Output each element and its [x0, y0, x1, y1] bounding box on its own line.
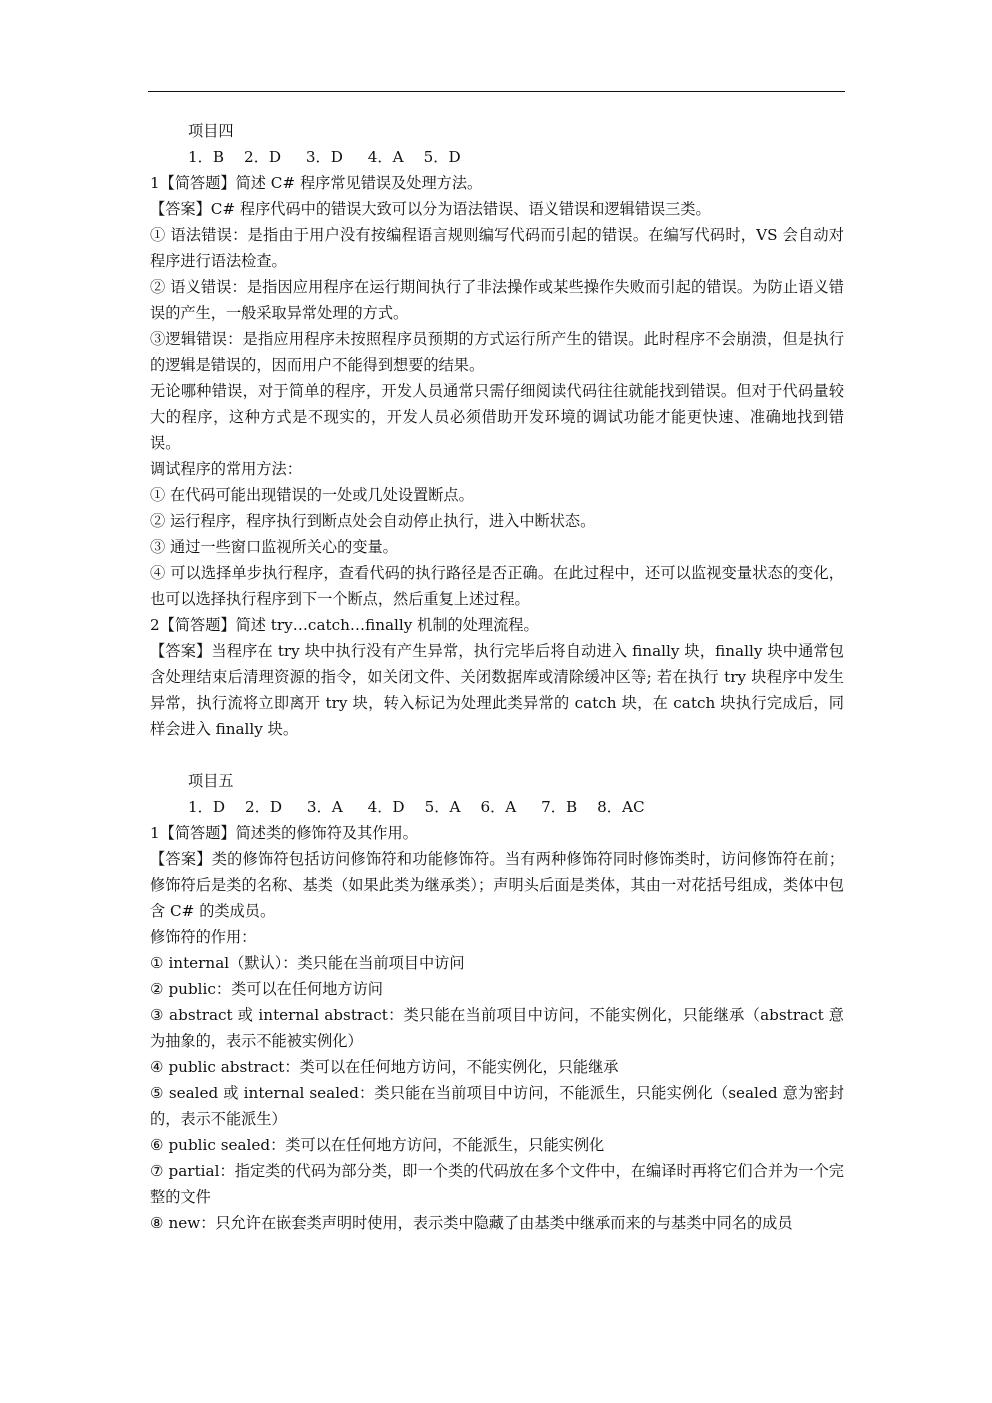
section-project-4 — [150, 118, 844, 742]
answer-paragraph: ② 语义错误：是指因应用程序在运行期间执行了非法操作或某些操作失败而引起的错误。为防止语义错误的产生，一般采取异常处理的方式。 — [150, 278, 844, 322]
answer-paragraph: ④ public abstract：类可以在任何地方访问，不能实例化，只能继承 — [150, 1058, 619, 1076]
answer-paragraph: ⑤ sealed 或 internal sealed：类只能在当前项目中访问，不能派生，只能实例化（sealed 意为密封的，表示不能派生） — [150, 1084, 844, 1128]
answer-key: 1．D 2．D 3．A 4．D 5．A 6．A 7．B 8．AC — [188, 798, 645, 816]
answer-paragraph: 【答案】类的修饰符包括访问修饰符和功能修饰符。当有两种修饰符同时修饰类时，访问修饰符在前；修饰符后是类的名称、基类（如果此类为继承类）；声明头后面是类体，其由一对花括号组成，类体中包含 C# 的类成员。 — [150, 850, 844, 920]
answer-paragraph: ② public：类可以在任何地方访问 — [150, 980, 383, 998]
section-spacer — [150, 742, 844, 768]
header-rule — [148, 91, 845, 92]
section-project-5 — [150, 768, 844, 1236]
answer-paragraph: 修饰符的作用： — [150, 928, 257, 946]
answer-paragraph: ① 语法错误：是指由于用户没有按编程语言规则编写代码而引起的错误。在编写代码时，VS 会自动对程序进行语法检查。 — [150, 226, 844, 270]
answer-paragraph: 【答案】当程序在 try 块中执行没有产生异常，执行完毕后将自动进入 finally 块，finally 块中通常包含处理结束后清理资源的指令，如关闭文件、关闭数据库或清除缓冲区等; 若在执行 try 块程序中发生异常，执行流将立即离开 try 块，转入标记为处理此类异常的 catch 块，在 catch 块执行完成后，同样会进入 finally 块。 — [150, 642, 844, 738]
answer-paragraph: ④ 可以选择单步执行程序，查看代码的执行路径是否正确。在此过程中，还可以监视变量状态的变化，也可以选择执行程序到下一个断点，然后重复上述过程。 — [150, 564, 844, 608]
section-title: 项目四 — [188, 122, 234, 140]
answer-paragraph: ③逻辑错误：是指应用程序未按照程序员预期的方式运行所产生的错误。此时程序不会崩溃，但是执行的逻辑是错误的，因而用户不能得到想要的结果。 — [150, 330, 844, 374]
answer-paragraph: ① internal（默认）：类只能在当前项目中访问 — [150, 954, 465, 972]
answer-paragraph: ⑦ partial：指定类的代码为部分类，即一个类的代码放在多个文件中，在编译时再将它们合并为一个完整的文件 — [150, 1162, 844, 1206]
answer-paragraph: ① 在代码可能出现错误的一处或几处设置断点。 — [150, 486, 474, 504]
document-body — [150, 118, 844, 1236]
answer-paragraph: ② 运行程序，程序执行到断点处会自动停止执行，进入中断状态。 — [150, 512, 596, 530]
section-title: 项目五 — [188, 772, 234, 790]
question-2: 2【简答题】简述 try…catch…finally 机制的处理流程。 — [150, 616, 539, 634]
answer-paragraph: ③ abstract 或 internal abstract：类只能在当前项目中访问，不能实例化，只能继承（abstract 意为抽象的，表示不能被实例化） — [150, 1006, 844, 1050]
answer-key: 1．B 2．D 3．D 4．A 5．D — [188, 148, 461, 166]
question-1: 1【简答题】简述类的修饰符及其作用。 — [150, 824, 418, 842]
answer-paragraph: ⑧ new：只允许在嵌套类声明时使用，表示类中隐藏了由基类中继承而来的与基类中同名的成员 — [150, 1214, 793, 1232]
answer-paragraph: ⑥ public sealed：类可以在任何地方访问，不能派生，只能实例化 — [150, 1136, 605, 1154]
answer-paragraph: 【答案】C# 程序代码中的错误大致可以分为语法错误、语义错误和逻辑错误三类。 — [150, 200, 711, 218]
answer-paragraph: 调试程序的常用方法： — [150, 460, 302, 478]
answer-paragraph: ③ 通过一些窗口监视所关心的变量。 — [150, 538, 398, 556]
answer-paragraph: 无论哪种错误，对于简单的程序，开发人员通常只需仔细阅读代码往往就能找到错误。但对于代码量较大的程序，这种方式是不现实的，开发人员必须借助开发环境的调试功能才能更快速、准确地找到错误。 — [150, 382, 844, 452]
question-1: 1【简答题】简述 C# 程序常见错误及处理方法。 — [150, 174, 483, 192]
